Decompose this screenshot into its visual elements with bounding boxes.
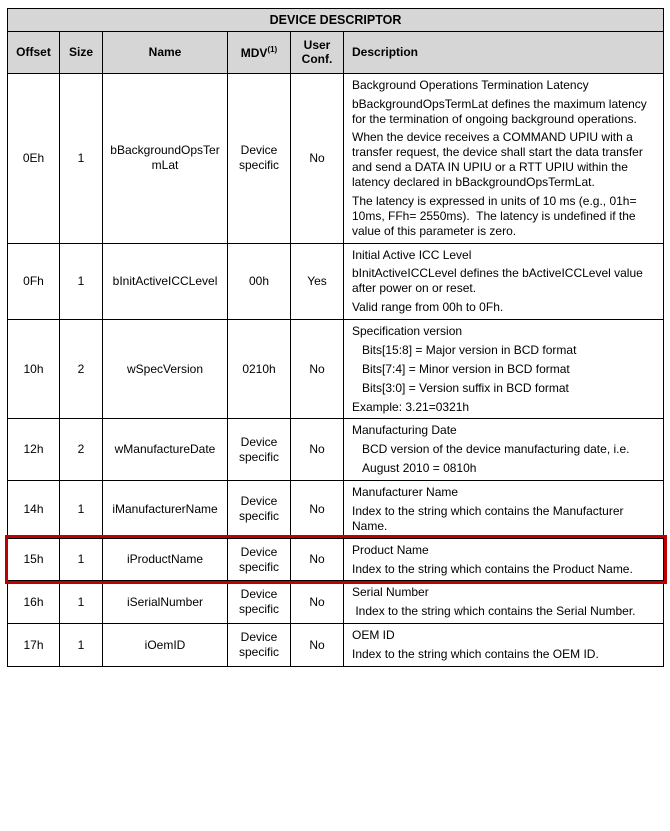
- description-paragraph: August 2010 = 0810h: [352, 461, 477, 476]
- name-cell: wSpecVersion: [103, 320, 228, 419]
- user-conf-cell: No: [291, 320, 344, 419]
- table-header-row: [8, 32, 664, 74]
- mdv-cell: Device specific: [228, 481, 291, 539]
- user-conf-cell: No: [291, 624, 344, 667]
- mdv-cell: Device specific: [228, 624, 291, 667]
- description-paragraph: Index to the string which contains the Manufacturer Name.: [352, 503, 627, 533]
- offset-cell: 17h: [8, 624, 60, 667]
- name-cell: iSerialNumber: [103, 581, 228, 624]
- descriptor-table-body: [8, 73, 664, 666]
- user-conf-cell: No: [291, 538, 344, 581]
- description-paragraph: Bits[7:4] = Minor version in BCD format: [352, 361, 570, 376]
- mdv-cell: 0210h: [228, 320, 291, 419]
- offset-cell: 15h: [8, 538, 60, 581]
- size-cell: 1: [60, 481, 103, 539]
- table-title-row: [8, 9, 664, 32]
- description-cell: [344, 581, 664, 624]
- column-header-user-conf: User Conf.: [291, 32, 344, 74]
- mdv-cell: Device specific: [228, 538, 291, 581]
- user-conf-cell: No: [291, 419, 344, 481]
- name-cell: iProductName: [103, 538, 228, 581]
- column-header-mdv: [228, 32, 291, 74]
- offset-cell: 16h: [8, 581, 60, 624]
- description-paragraph: Background Operations Termination Latency: [352, 77, 589, 92]
- description-paragraph: OEM ID: [352, 628, 395, 643]
- description-paragraph: Index to the string which contains the OEM ID.: [352, 647, 599, 662]
- size-cell: 2: [60, 419, 103, 481]
- mdv-cell: Device specific: [228, 73, 291, 243]
- description-cell: [344, 481, 664, 539]
- column-header-offset: Offset: [8, 32, 60, 74]
- description-paragraph: Specification version: [352, 324, 463, 339]
- table-row: [8, 538, 664, 581]
- description-paragraph: Example: 3.21=0321h: [352, 399, 470, 414]
- offset-cell: 12h: [8, 419, 60, 481]
- description-cell: [344, 538, 664, 581]
- table-title: DEVICE DESCRIPTOR: [8, 9, 664, 32]
- user-conf-cell: No: [291, 481, 344, 539]
- user-conf-cell: Yes: [291, 243, 344, 320]
- size-cell: 1: [60, 73, 103, 243]
- size-cell: 1: [60, 538, 103, 581]
- description-paragraph: When the device receives a COMMAND UPIU with a transfer request, the device shall start the data transfer and send a DATA IN UPIU or a RTT UPIU within the latency declared in bBackgroundOpsTermLat.: [352, 130, 647, 190]
- column-header-description: Description: [344, 32, 664, 74]
- column-header-size: Size: [60, 32, 103, 74]
- description-paragraph: bBackgroundOpsTermLat defines the maximum latency for the termination of ongoing background operations.: [352, 96, 651, 126]
- description-cell: [344, 624, 664, 667]
- description-paragraph: Bits[3:0] = Version suffix in BCD format: [352, 380, 569, 395]
- description-paragraph: Bits[15:8] = Major version in BCD format: [352, 342, 577, 357]
- description-paragraph: Manufacturing Date: [352, 423, 457, 438]
- name-cell: iOemID: [103, 624, 228, 667]
- description-paragraph: Index to the string which contains the Product Name.: [352, 561, 633, 576]
- offset-cell: 0Fh: [8, 243, 60, 320]
- description-paragraph: BCD version of the device manufacturing date, i.e.: [352, 442, 630, 457]
- name-cell: bInitActiveICCLevel: [103, 243, 228, 320]
- user-conf-cell: No: [291, 73, 344, 243]
- description-paragraph: Valid range from 00h to 0Fh.: [352, 300, 504, 315]
- column-header-name: Name: [103, 32, 228, 74]
- table-row: [8, 243, 664, 320]
- offset-cell: 14h: [8, 481, 60, 539]
- description-cell: [344, 320, 664, 419]
- name-cell: bBackgroundOpsTermLat: [103, 73, 228, 243]
- mdv-footnote-marker: (1): [267, 44, 278, 54]
- description-cell: [344, 73, 664, 243]
- description-paragraph: Serial Number: [352, 585, 429, 600]
- device-descriptor-table: [7, 8, 664, 667]
- size-cell: 1: [60, 624, 103, 667]
- description-cell: [344, 243, 664, 320]
- description-paragraph: Manufacturer Name: [352, 485, 459, 500]
- size-cell: 1: [60, 243, 103, 320]
- description-cell: [344, 419, 664, 481]
- mdv-cell: 00h: [228, 243, 291, 320]
- table-row: [8, 481, 664, 539]
- size-cell: 1: [60, 581, 103, 624]
- mdv-cell: Device specific: [228, 581, 291, 624]
- mdv-label: MDV: [240, 45, 268, 60]
- offset-cell: 10h: [8, 320, 60, 419]
- description-paragraph: bInitActiveICCLevel defines the bActiveICCLevel value after power on or reset.: [352, 266, 647, 296]
- description-paragraph: Index to the string which contains the Serial Number.: [352, 604, 636, 619]
- table-row: [8, 320, 664, 419]
- table-row: [8, 581, 664, 624]
- table-row: [8, 624, 664, 667]
- mdv-cell: Device specific: [228, 419, 291, 481]
- description-paragraph: The latency is expressed in units of 10 ms (e.g., 01h= 10ms, FFh= 2550ms). The latency is undefined if the value of this parameter is zero.: [352, 193, 640, 238]
- description-paragraph: Product Name: [352, 542, 429, 557]
- description-paragraph: Initial Active ICC Level: [352, 247, 472, 262]
- name-cell: iManufacturerName: [103, 481, 228, 539]
- size-cell: 2: [60, 320, 103, 419]
- table-row: [8, 419, 664, 481]
- name-cell: wManufactureDate: [103, 419, 228, 481]
- table-row: [8, 73, 664, 243]
- offset-cell: 0Eh: [8, 73, 60, 243]
- user-conf-cell: No: [291, 581, 344, 624]
